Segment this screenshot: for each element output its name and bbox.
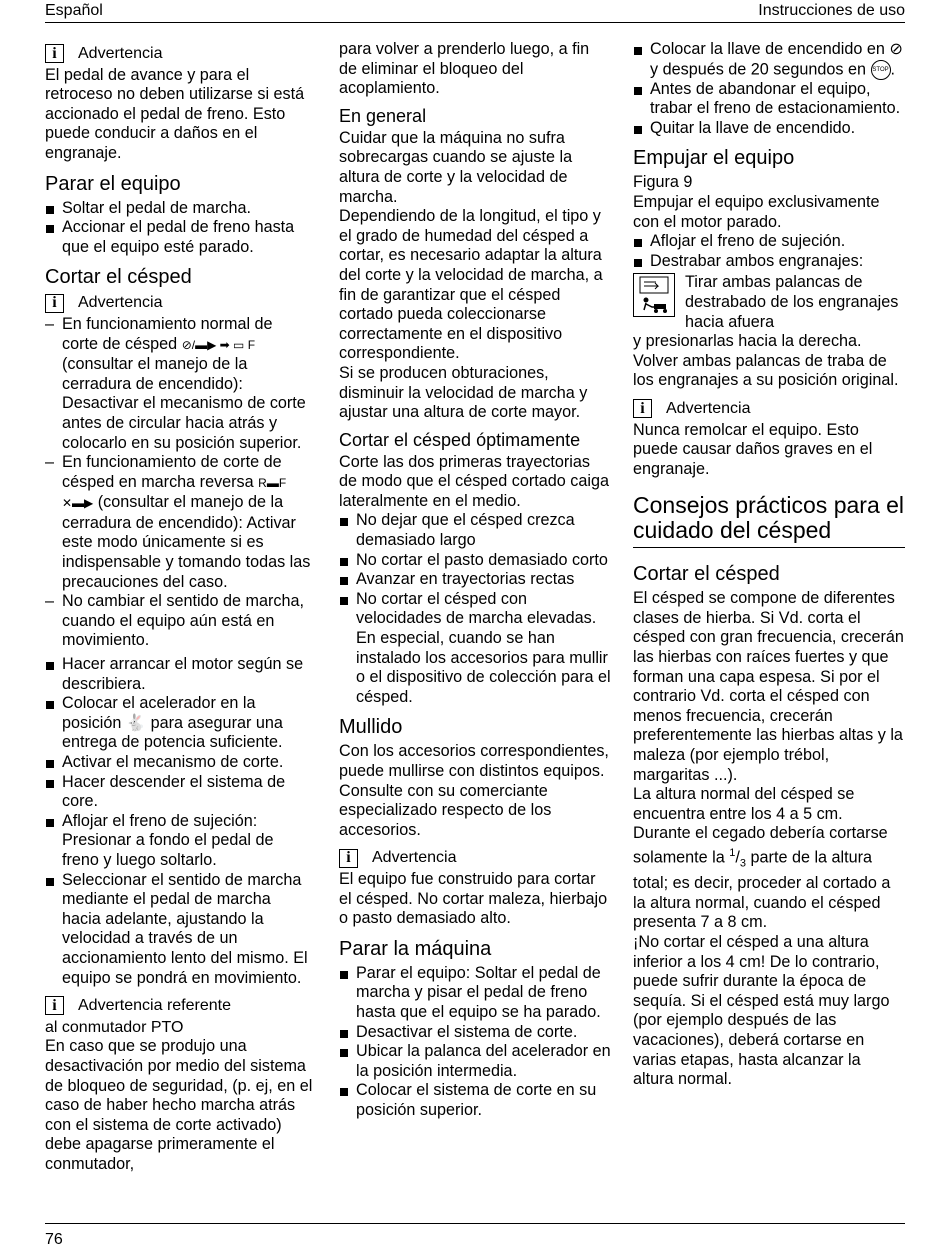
list-item: Hacer descender el sistema de core.	[45, 773, 313, 812]
list-item: Hacer arrancar el motor según se describiera.	[45, 655, 313, 694]
warning-text: El equipo fue construido para cortar el césped. No cortar maleza, hierbajo o pasto demasiado alto.	[339, 869, 608, 928]
key-text: y después de 20 segundos en	[650, 59, 867, 78]
accel-text: Colocar el acelerador en la posición	[62, 694, 256, 732]
key-position-icon: ⊘	[889, 40, 903, 58]
warning-label-line2: al conmutador PTO	[45, 1018, 184, 1036]
paragraph: La altura normal del césped se encuentra entre los 4 a 5 cm.	[633, 785, 855, 823]
column-3	[633, 40, 905, 1090]
empujar-list	[633, 232, 905, 271]
page-number: 76	[45, 1231, 63, 1248]
warning-heading	[339, 848, 611, 868]
reverse-mode-symbol-icon: R▬F ✕▬▶	[62, 475, 287, 511]
list-item: Desactivar el sistema de corte.	[339, 1023, 611, 1043]
list-item: Antes de abandonar el equipo, trabar el freno de estacionamiento.	[633, 80, 905, 119]
warning-text: En caso que se produjo una desactivación por medio del sistema de bloqueo de seguridad, (p. ej, en el caso de haber hecho marcha atrás con el sistema de corte activado) debe apagarse primeramente el conmutador,	[45, 1037, 313, 1173]
info-icon: i	[45, 294, 64, 313]
list-item: Aflojar el freno de sujeción.	[633, 232, 905, 252]
figure-row	[633, 273, 905, 332]
fraction-numerator: 1	[729, 847, 736, 859]
list-item: Seleccionar el sentido de marcha mediante el pedal de marcha hacia adelante, ajustando la velocidad a través de un accionamiento lento del mismo. El equipo se pondrá en movimiento.	[45, 871, 313, 989]
dash-text: (consultar el manejo de la cerradura de encendido): Activar este modo únicamente si es indispensable y tomando todas las precauciones del caso.	[62, 493, 311, 591]
paragraph-text: parte de la altura total; es decir, proceder al cortado a la altura normal, cuando el césped presenta 7 a 8 cm.	[633, 848, 891, 932]
warning-label: Advertencia	[372, 849, 457, 867]
list-item: Ubicar la palanca del acelerador en la posición intermedia.	[339, 1042, 611, 1081]
list-item	[45, 694, 313, 753]
warning-text: Nunca remolcar el equipo. Esto puede causar daños graves en el engranaje.	[633, 420, 873, 478]
list-item: Destrabar ambos engranajes:	[633, 252, 905, 272]
list-item: No cortar el césped con velocidades de marcha elevadas. En especial, cuando se han instalado los accesorios para mullir o el dispositivo de colección para el césped.	[339, 590, 611, 708]
paragraph: Corte las dos primeras trayectorias de modo que el césped cortado caiga lateralmente en el medio.	[339, 452, 609, 510]
chapter-heading: Consejos prácticos para el cuidado del césped	[633, 493, 905, 548]
mode-symbol-icon: ⊘/▬▶ ➡ ▭ F	[181, 337, 256, 352]
column-1	[45, 40, 313, 1174]
list-item: Colocar la llave de encendido en ⊘ y después de 20 segundos en STOP .	[633, 40, 905, 80]
steps-list	[45, 655, 313, 988]
warning-label: Advertencia	[78, 45, 163, 62]
parar-maquina-list	[339, 964, 611, 1121]
section-heading-optimo: Cortar el césped óptimamente	[339, 429, 581, 450]
rabbit-icon: 🐇	[125, 713, 147, 732]
warning-label: Advertencia	[78, 294, 163, 312]
list-item: Avanzar en trayectorias rectas	[339, 570, 611, 590]
paragraph: Con los accesorios correspondientes, puede mullirse con distintos equipos. Consulte con su comerciante especializado respecto de los accesorios.	[339, 742, 609, 839]
continued-text: para volver a prenderlo luego, a fin de eliminar el bloqueo del acoplamiento.	[339, 40, 590, 98]
key-list	[633, 40, 905, 138]
warning-text: El pedal de avance y para el retroceso no deben utilizarse si está accionado el pedal de freno. Esto puede conducir a daños en el engranaje.	[45, 65, 305, 162]
info-icon: i	[45, 44, 64, 63]
dash-text: En funcionamiento normal de corte de césped	[62, 314, 273, 353]
dash-text: (consultar el manejo de la cerradura de encendido): Desactivar el mecanismo de corte antes de circular hacia atrás y colocarlo en su posición superior.	[62, 355, 306, 452]
parar-list	[45, 199, 313, 258]
paragraph: Empujar el equipo exclusivamente con el motor parado.	[633, 192, 880, 231]
stop-icon: STOP	[871, 60, 891, 80]
paragraph: y presionarlas hacia la derecha.	[633, 332, 862, 351]
list-item: Quitar la llave de encendido.	[633, 119, 905, 139]
fraction-denominator: 3	[739, 857, 747, 870]
figure-reference: Figura 9	[633, 173, 693, 192]
paragraph: Durante el cegado debería cortarse solamente la $^1/_3$ parte de la altura total; es decir, proceder al cortado a la altura normal, cuando el césped presenta 7 a 8 cm.	[633, 824, 891, 932]
warning-heading	[45, 293, 313, 313]
footer-rule	[45, 1223, 905, 1224]
optimo-list	[339, 511, 611, 707]
header-language: Español	[45, 2, 103, 19]
section-heading-empujar: Empujar el equipo	[633, 147, 795, 170]
dash-text: En funcionamiento de corte de césped en marcha reversa	[62, 453, 282, 491]
paragraph-text: Durante el cegado debería cortarse solamente la	[633, 824, 888, 867]
warning-heading	[45, 996, 313, 1016]
section-heading-parar-maquina: Parar la máquina	[339, 937, 492, 960]
list-item: Soltar el pedal de marcha.	[45, 199, 313, 219]
warning-label: Advertencia	[666, 399, 751, 417]
list-item: No dejar que el césped crezca demasiado largo	[339, 511, 611, 550]
accel-text: para asegurar una entrega de potencia suficiente.	[62, 713, 283, 752]
section-heading-general: En general	[339, 105, 427, 126]
list-item: – No cambiar el sentido de marcha, cuando el equipo aún está en movimiento.	[45, 592, 313, 651]
section-heading-mullido: Mullido	[339, 716, 403, 739]
paragraph: Cuidar que la máquina no sufra sobrecargas cuando se ajuste la altura de corte y la velocidad de marcha.	[339, 128, 573, 206]
section-heading-cortar: Cortar el césped	[45, 266, 192, 289]
paragraph: Volver ambas palancas de traba de los engranajes a su posición original.	[633, 351, 899, 390]
page-header	[45, 0, 905, 23]
list-item	[45, 453, 313, 592]
list-item: Accionar el pedal de freno hasta que el equipo esté parado.	[45, 218, 313, 257]
info-icon: i	[339, 849, 358, 868]
header-section: Instrucciones de uso	[758, 2, 905, 19]
paragraph: Dependiendo de la longitud, el tipo y el grado de humedad del césped a cortar, es necesario adaptar la altura del corte y la velocidad de marcha, a fin de garantizar que el césped cortado pueda coleccionarse correctamente en el dispositivo correspondiente.	[339, 207, 603, 363]
list-item: Parar el equipo: Soltar el pedal de marcha y pisar el pedal de freno hasta que el equipo se ha parado.	[339, 964, 611, 1023]
warning-label: Advertencia referente	[78, 997, 231, 1015]
list-item	[45, 315, 313, 453]
section-heading-cortar: Cortar el césped	[633, 563, 780, 586]
list-item: Activar el mecanismo de corte.	[45, 753, 313, 773]
figure-text: Tirar ambas palancas de destrabado de los engranajes hacia afuera	[685, 273, 899, 331]
info-icon: i	[45, 996, 64, 1015]
list-item: Colocar el sistema de corte en su posición superior.	[339, 1081, 611, 1120]
paragraph: El césped se compone de diferentes clases de hierba. Si Vd. corta el césped con gran frecuencia, crecerán las hierbas con raíces fuertes y que forman una capa espesa. Si por el contrario Vd. corta el césped con menos frecuencia, crecerán preferentemente las hierbas altas y la maleza (por ejemplo trébol, margaritas ...).	[633, 589, 904, 784]
info-icon: i	[633, 399, 652, 418]
paragraph: ¡No cortar el césped a una altura inferior a los 4 cm! De lo contrario, puede sufrir durante la época de sequía. Si el césped está muy largo (por ejemplo después de las vacaciones), deberá cortarse en varias etapas, hasta alcanzar la altura normal.	[633, 933, 890, 1089]
warning-dash-list	[45, 315, 313, 651]
warning-heading	[633, 399, 905, 419]
paragraph: Si se producen obturaciones, disminuir la velocidad de marcha y ajustar una altura de corte mayor.	[339, 363, 588, 422]
list-item: No cortar el pasto demasiado corto	[339, 551, 611, 571]
section-heading-parar: Parar el equipo	[45, 172, 181, 195]
key-text: Colocar la llave de encendido en	[650, 40, 885, 58]
list-item: Aflojar el freno de sujeción: Presionar a fondo el pedal de freno y luego soltarlo.	[45, 812, 313, 871]
push-mower-icon	[633, 273, 675, 317]
column-2	[339, 40, 611, 1121]
warning-heading	[45, 44, 313, 64]
